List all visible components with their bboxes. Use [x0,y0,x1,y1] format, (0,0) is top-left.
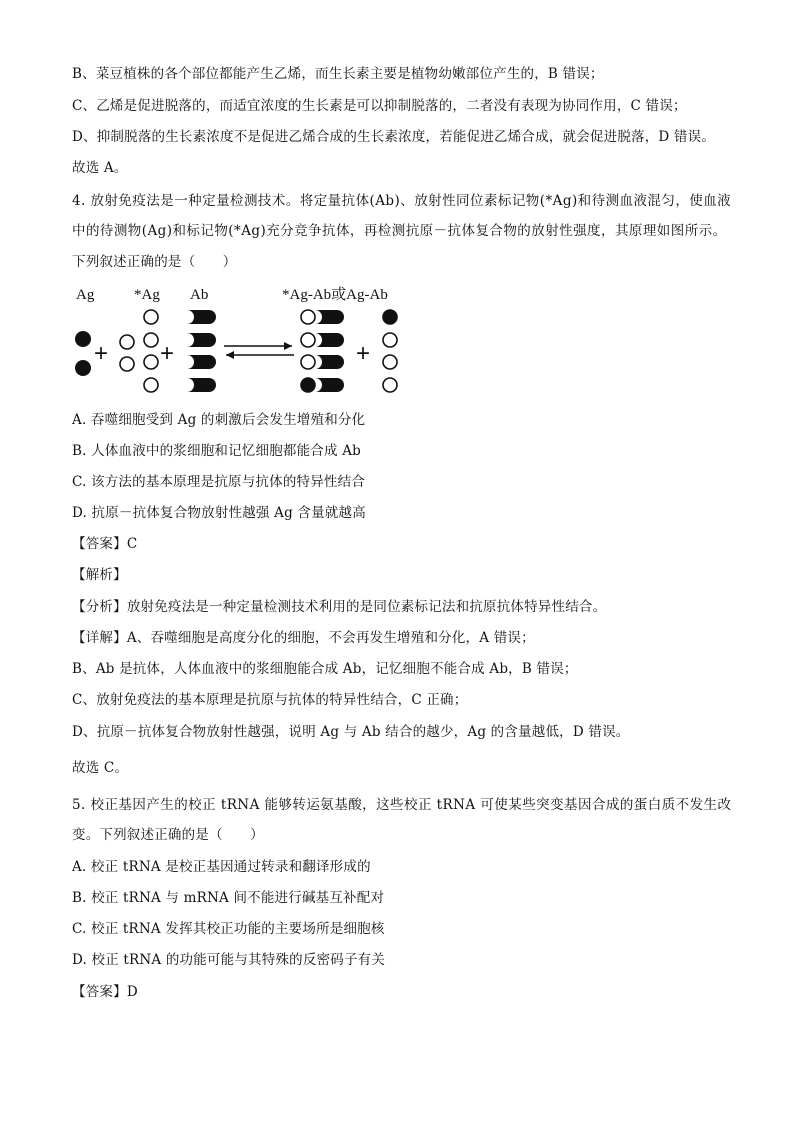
label-star-ag: *Ag [134,287,160,303]
prev-explanation-b: B、菜豆植株的各个部位都能产生乙烯，而生长素主要是植物幼嫩部位产生的，B 错误； [72,66,604,82]
star-ag-molecule [144,355,158,369]
q4-option-b: B. 人体血液中的浆细胞和记忆细胞都能合成 Ab [72,443,361,459]
star-ag-molecule [144,310,158,324]
label-ab: Ab [190,287,209,303]
plus-sign: + [356,340,371,367]
free-star-ag [383,378,397,392]
plus-sign: + [160,340,175,367]
complex-ab [315,333,344,347]
q4-option-c: C. 该方法的基本原理是抗原与抗体的特异性结合 [72,474,366,490]
q5-option-c: C. 校正 tRNA 发挥其校正功能的主要场所是细胞核 [72,921,385,937]
complex-ab [315,355,344,369]
bound-star-ag [301,355,315,369]
free-star-ag [383,333,397,347]
q5-option-a: A. 校正 tRNA 是校正基因通过转录和翻译形成的 [72,859,371,875]
ag-molecule [75,331,91,347]
star-ag-molecule [120,357,134,371]
free-ag [383,310,397,324]
q4-conclusion: 故选 C。 [72,760,129,776]
q4-fenxi [72,598,606,616]
ab-molecule [187,333,216,347]
q4-xiangjie-c: C、放射免疫法的基本原理是抗原与抗体的特异性结合，C 正确； [72,692,468,708]
complex-ab [315,310,344,324]
fenxi-tag: 【分析】 [72,599,127,615]
star-ag-molecule [120,335,134,349]
complex-ab [315,378,344,392]
q4-option-a: A. 吞噬细胞受到 Ag 的刺激后会发生增殖和分化 [72,412,366,428]
label-complex: *Ag-Ab或Ag-Ab [282,287,388,303]
q4-stem-line2: 中的待测物(Ag)和标记物(*Ag)充分竞争抗体，再检测抗原－抗体复合物的放射性强度，其原理如图所示。 [72,223,727,239]
ag-molecule [75,360,91,376]
q4-stem-line3: 下列叙述正确的是（ ） [72,254,237,270]
q4-xiangjie-d: D、抗原－抗体复合物放射性越强，说明 Ag 与 Ab 结合的越少，Ag 的含量越低，D 错误。 [72,724,630,740]
bound-star-ag [301,333,315,347]
prev-conclusion: 故选 A。 [72,160,128,176]
prev-explanation-d: D、抑制脱落的生长素浓度不是促进乙烯合成的生长素浓度，若能促进乙烯合成，就会促进脱落，D 错误。 [72,129,716,145]
forward-arrowhead [284,342,292,350]
star-ag-molecule [144,333,158,347]
answer-tag: 【答案】 [72,984,127,1000]
xiangjie-tag: 【详解】 [72,630,127,646]
answer-value: D [126,984,138,1000]
bound-ag [301,378,315,392]
fenxi-text: 放射免疫法是一种定量检测技术利用的是同位素标记法和抗原抗体特异性结合。 [126,599,607,615]
q4-stem-line1: 4. 放射免疫法是一种定量检测技术。将定量抗体(Ab)、放射性同位素标记物(*Ag)和待测血液混匀，使血液 [72,193,732,209]
radioimmunoassay-figure [66,282,416,402]
label-ag: Ag [76,287,95,303]
bound-star-ag [301,310,315,324]
ab-molecule [187,378,216,392]
q5-stem-line1: 5. 校正基因产生的校正 tRNA 能够转运氨基酸，这些校正 tRNA 可使某些突变基因合成的蛋白质不发生改 [72,797,732,813]
q4-answer [72,535,137,553]
star-ag-molecule [144,378,158,392]
radioimmunoassay-diagram [66,282,416,402]
reverse-arrowhead [226,351,234,359]
answer-tag: 【答案】 [72,536,127,552]
ab-molecule [187,355,216,369]
q5-option-d: D. 校正 tRNA 的功能可能与其特殊的反密码子有关 [72,952,386,968]
plus-sign: + [94,340,109,367]
ab-molecule [187,310,216,324]
free-star-ag [383,355,397,369]
q4-analysis-heading: 【解析】 [72,567,127,583]
q4-xiangjie-b: B、Ab 是抗体，人体血液中的浆细胞能合成 Ab，记忆细胞不能合成 Ab，B 错误； [72,661,578,677]
prev-explanation-c: C、乙烯是促进脱落的，而适宜浓度的生长素是可以抑制脱落的，二者没有表现为协同作用，C 错误； [72,98,687,114]
q4-xiangjie-a [72,629,535,647]
xiangjie-a-text: A、吞噬细胞是高度分化的细胞，不会再发生增殖和分化，A 错误； [126,630,535,646]
q5-option-b: B. 校正 tRNA 与 mRNA 间不能进行碱基互补配对 [72,890,385,906]
answer-value: C [126,536,138,552]
q5-answer [72,983,138,1001]
q4-option-d: D. 抗原－抗体复合物放射性越强 Ag 含量就越高 [72,505,366,521]
q5-stem-line2: 变。下列叙述正确的是（ ） [72,827,264,843]
